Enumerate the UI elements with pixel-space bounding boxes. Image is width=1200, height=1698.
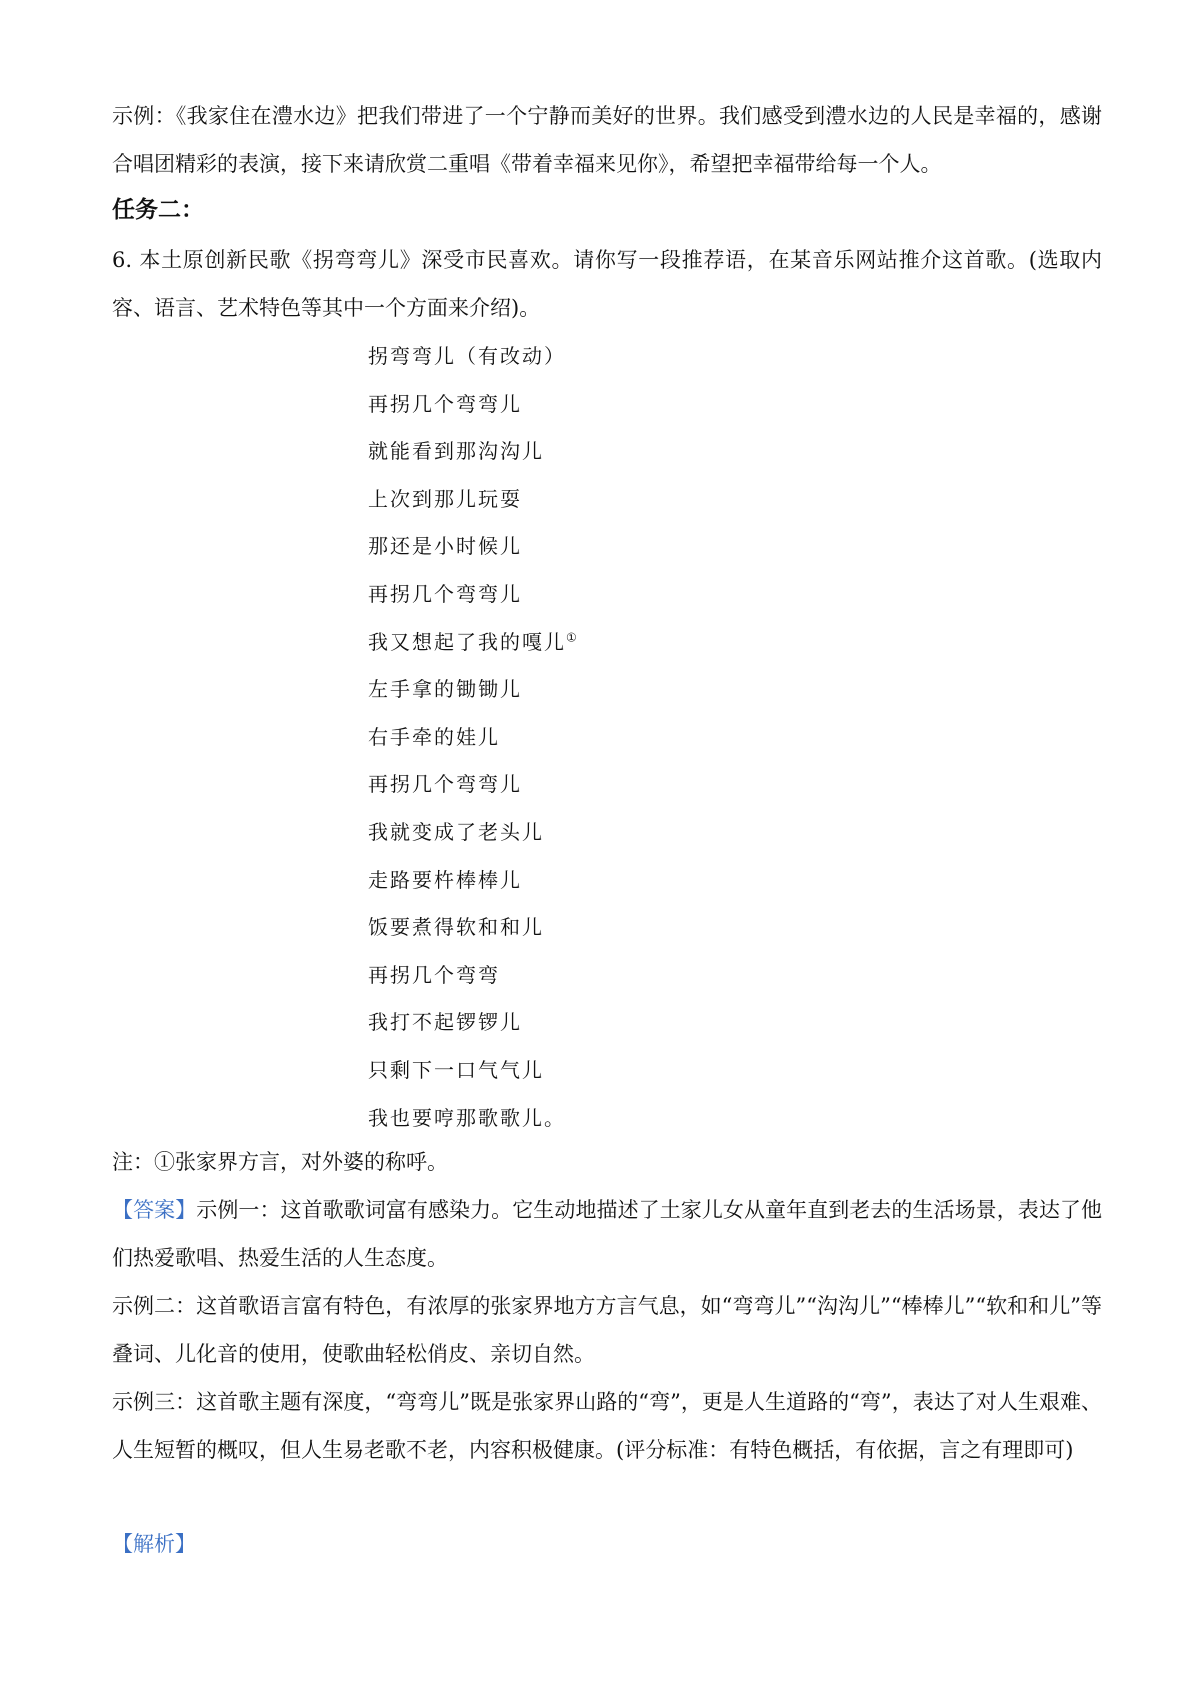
lyric-line: 只剩下一口气气儿 xyxy=(368,1057,544,1082)
lyric-line: 我打不起锣锣儿 xyxy=(368,1010,522,1035)
lyric-line: 再拐几个弯弯儿 xyxy=(368,581,522,606)
task-two-heading: 任务二： xyxy=(112,197,204,223)
lyric-line: 饭要煮得软和和儿 xyxy=(368,915,544,940)
lyric-line: 再拐几个弯弯 xyxy=(368,962,500,987)
lyric-line: 再拐几个弯弯儿 xyxy=(368,772,522,797)
lyric-line: 就能看到那沟沟儿 xyxy=(368,439,544,464)
footnote-marker: ① xyxy=(566,629,579,644)
lyric-line: 右手牵的娃儿 xyxy=(368,724,500,749)
answer-example-three: 示例三：这首歌主题有深度，“弯弯儿”既是张家界山路的“弯”，更是人生道路的“弯”，表达了对人生艰难、人生短暂的概叹，但人生易老歌不老，内容积极健康。(评分标准：有特色概括，有依据，言之有理即可) xyxy=(112,1390,1102,1462)
lyric-line: 我又想起了我的嘎儿① xyxy=(368,629,579,654)
answer-tag: 【答案】 xyxy=(112,1198,197,1222)
question-6-prompt: 6. 本土原创新民歌《拐弯弯儿》深受市民喜欢。请你写一段推荐语，在某音乐网站推介这首歌。(选取内容、语言、艺术特色等其中一个方面来介绍)。 xyxy=(112,248,1102,320)
intro-example-paragraph: 示例：《我家住在澧水边》把我们带进了一个宁静而美好的世界。我们感受到澧水边的人民是幸福的，感谢合唱团精彩的表演，接下来请欣赏二重唱《带着幸福来见你》，希望把幸福带给每一个人。 xyxy=(112,104,1102,176)
analysis-tag: 【解析】 xyxy=(112,1532,196,1556)
answer-example-one xyxy=(112,1186,1102,1282)
footnote-note: 注：①张家界方言，对外婆的称呼。 xyxy=(112,1150,448,1174)
song-lyrics xyxy=(368,333,579,1142)
lyric-line: 上次到那儿玩耍 xyxy=(368,486,522,511)
lyric-line: 再拐几个弯弯儿 xyxy=(368,391,522,416)
answer-example-one-text: 示例一：这首歌歌词富有感染力。它生动地描述了土家儿女从童年直到老去的生活场景，表达了他们热爱歌唱、热爱生活的人生态度。 xyxy=(112,1198,1103,1270)
lyric-line: 那还是小时候儿 xyxy=(368,534,522,559)
lyric-line: 左手拿的锄锄儿 xyxy=(368,677,522,702)
analysis-label xyxy=(112,1520,1102,1568)
lyric-line: 我也要哼那歌歌儿。 xyxy=(368,1105,566,1130)
lyric-line-title: 拐弯弯儿（有改动） xyxy=(368,344,566,368)
answer-example-two: 示例二：这首歌语言富有特色，有浓厚的张家界地方方言气息，如“弯弯儿”“沟沟儿”“棒棒儿”“软和和儿”等叠词、儿化音的使用，使歌曲轻松俏皮、亲切自然。 xyxy=(112,1294,1102,1366)
lyric-line: 走路要杵棒棒儿 xyxy=(368,867,522,892)
lyric-line: 我就变成了老头儿 xyxy=(368,819,544,844)
